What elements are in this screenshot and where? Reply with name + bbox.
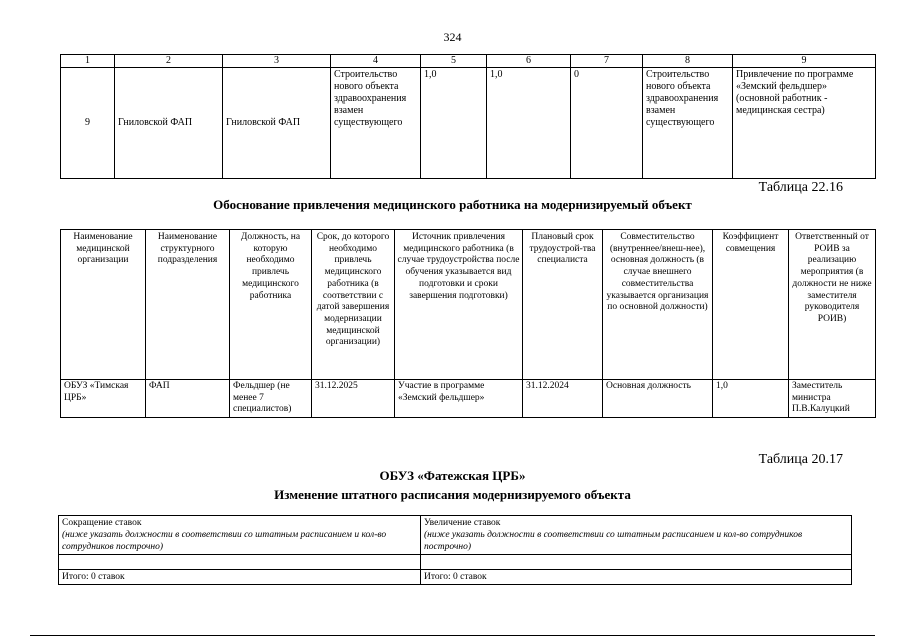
table-cell: Строительство нового объекта здравоохранения взамен существующего <box>331 68 421 179</box>
table-row <box>59 555 852 570</box>
unit-cell: Гниловской ФАП <box>223 68 331 179</box>
totals-row <box>59 570 852 585</box>
column-header: Совместительство (внутреннее/внеш-нее), основная должность (в случае внешнего совместительства указывается организация по основной должности) <box>603 230 713 380</box>
table-cell: Строительство нового объекта здравоохранения взамен существующего <box>643 68 733 179</box>
col-number: 6 <box>487 55 571 68</box>
col-number: 3 <box>223 55 331 68</box>
section-title: Обоснование привлечения медицинского работника на модернизируемый объект <box>213 197 692 212</box>
increase-note: (ниже указать должности в соответствии со штатным расписанием и кол-во сотрудников построчно) <box>424 530 803 552</box>
page-number: 324 <box>443 30 462 44</box>
table-cell: ФАП <box>146 380 230 418</box>
empty-cell <box>421 555 852 570</box>
section-title: Изменение штатного расписания модернизируемого объекта <box>274 487 631 502</box>
table-cell: 1,0 <box>421 68 487 179</box>
column-header: Ответственный от РОИВ за реализацию мероприятия (в должности не ниже заместителя руководителя РОИВ) <box>789 230 876 380</box>
table-cell: 31.12.2024 <box>523 380 603 418</box>
staffing-change-table <box>58 515 852 585</box>
column-header: Должность, на которую необходимо привлечь медицинского работника <box>230 230 312 380</box>
top-table-header <box>61 55 876 68</box>
reduction-note: (ниже указать должности в соответствии со штатным расписанием и кол-во сотрудников построчно) <box>62 530 387 552</box>
increase-header <box>421 516 852 555</box>
col-number: 2 <box>115 55 223 68</box>
organization-title: ОБУЗ «Фатежская ЦРБ» <box>379 468 526 483</box>
table-header-row <box>59 516 852 555</box>
top-table <box>60 54 876 179</box>
table-cell: Привлечение по программе «Земский фельдшер» (основной работник - медицинская сестра) <box>733 68 876 179</box>
reduction-total: Итого: 0 ставок <box>59 570 421 585</box>
table-cell: 0 <box>571 68 643 179</box>
table-cell: Участие в программе «Земский фельдшер» <box>395 380 523 418</box>
table-cell: 1,0 <box>713 380 789 418</box>
column-header: Источник привлечения медицинского работника (в случае трудоустройства после обучения указывается вид подготовки и сроки завершения подготовки) <box>395 230 523 380</box>
organization-cell: Гниловской ФАП <box>115 68 223 179</box>
table-row <box>61 380 876 418</box>
col-number: 9 <box>733 55 876 68</box>
column-header: Коэффициент совмещения <box>713 230 789 380</box>
table-cell: ОБУЗ «Тимская ЦРБ» <box>61 380 146 418</box>
table-cell: Заместитель министра П.В.Калуцкий <box>789 380 876 418</box>
reduction-header <box>59 516 421 555</box>
col-number: 1 <box>61 55 115 68</box>
reduction-title: Сокращение ставок <box>62 518 142 528</box>
col-number: 4 <box>331 55 421 68</box>
row-number: 9 <box>61 68 115 179</box>
empty-cell <box>59 555 421 570</box>
table-cell: Основная должность <box>603 380 713 418</box>
col-number: 5 <box>421 55 487 68</box>
increase-title: Увеличение ставок <box>424 518 501 528</box>
col-number: 7 <box>571 55 643 68</box>
column-header: Срок, до которого необходимо привлечь медицинского работника (в соответствии с датой завершения модернизации медицинской организации) <box>312 230 395 380</box>
table-caption: Таблица 20.17 <box>758 452 843 467</box>
column-header: Наименование структурного подразделения <box>146 230 230 380</box>
table-row <box>61 68 876 179</box>
table-header-row <box>61 230 876 380</box>
col-number: 8 <box>643 55 733 68</box>
increase-total: Итого: 0 ставок <box>421 570 852 585</box>
column-header: Плановый срок трудоустрой-тва специалиста <box>523 230 603 380</box>
staff-attraction-table <box>60 229 876 418</box>
table-caption: Таблица 22.16 <box>758 180 843 195</box>
table-cell: 31.12.2025 <box>312 380 395 418</box>
table-cell: 1,0 <box>487 68 571 179</box>
column-header: Наименование медицинской организации <box>61 230 146 380</box>
footer-rule <box>30 635 875 636</box>
table-cell: Фельдшер (не менее 7 специалистов) <box>230 380 312 418</box>
